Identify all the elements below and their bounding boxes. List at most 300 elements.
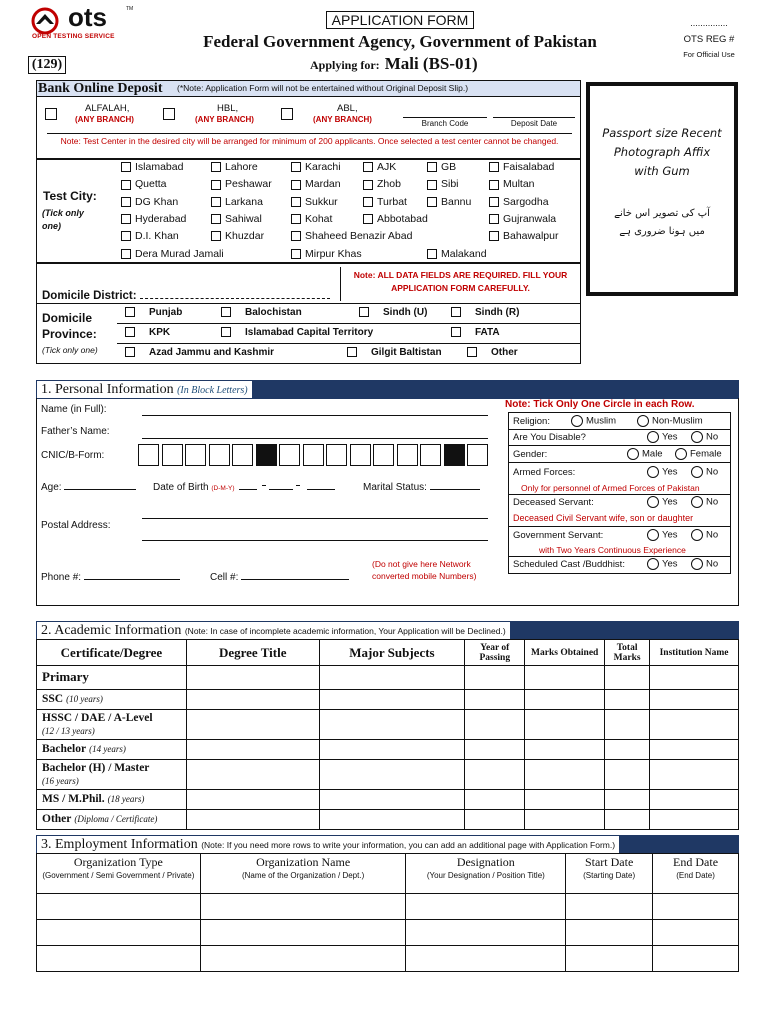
academic-input-cell[interactable] <box>319 790 465 810</box>
disable-no[interactable] <box>691 431 718 443</box>
employment-col-header <box>566 854 653 894</box>
personal-title <box>37 381 252 398</box>
academic-input-cell[interactable] <box>186 690 319 710</box>
cnic-digit-box[interactable] <box>467 444 488 466</box>
disable-yes[interactable] <box>647 431 678 443</box>
province-label: Gilgit Baltistan <box>371 347 442 358</box>
no-label: No <box>706 431 719 443</box>
deposit-note: (*Note: Application Form will not be entertained without Original Deposit Slip.) <box>177 83 469 93</box>
city-option-quetta[interactable] <box>121 178 167 190</box>
academic-header-row <box>37 640 739 666</box>
city-option-mirpur-khas[interactable] <box>291 248 362 260</box>
postal-field-2[interactable] <box>142 540 488 541</box>
checkbox[interactable] <box>291 197 301 207</box>
city-option-faisalabad[interactable] <box>489 161 554 173</box>
cnic-digit-box[interactable] <box>138 444 159 466</box>
city-label: DG Khan <box>135 195 179 208</box>
employment-title-text: 3. Employment Information <box>41 837 198 852</box>
network-note: (Do not give here Network converted mobile Numbers) <box>372 559 477 581</box>
employment-input-cell[interactable] <box>37 920 201 946</box>
age-field[interactable] <box>64 480 136 490</box>
academic-input-cell[interactable] <box>465 710 525 740</box>
employment-section-header <box>36 835 739 854</box>
disable-row <box>509 430 730 446</box>
age-label <box>41 480 136 493</box>
radio-icon[interactable] <box>675 448 687 460</box>
city-label: Hyderabad <box>135 212 187 225</box>
academic-input-cell[interactable] <box>319 666 465 690</box>
father-name-field[interactable] <box>142 438 488 439</box>
employment-input-cell[interactable] <box>653 894 739 920</box>
city-label: Lahore <box>225 161 258 173</box>
branch-code-field[interactable] <box>403 117 487 118</box>
academic-input-cell[interactable] <box>650 810 739 830</box>
employment-input-cell[interactable] <box>406 894 566 920</box>
employment-col-hint: (Your Designation / Position Title) <box>426 871 545 880</box>
test-city-box <box>36 158 581 264</box>
academic-input-cell[interactable] <box>650 690 739 710</box>
academic-input-cell[interactable] <box>525 760 605 790</box>
academic-input-cell[interactable] <box>319 810 465 830</box>
city-option-shaheed-benazir-abad[interactable] <box>291 230 412 242</box>
academic-input-cell[interactable] <box>525 690 605 710</box>
bank-checkbox[interactable] <box>163 108 175 120</box>
agency-name: Federal Government Agency, Government of Pakistan <box>203 32 597 51</box>
city-option-islamabad[interactable] <box>121 161 183 173</box>
checkbox[interactable] <box>221 307 231 317</box>
checkbox[interactable] <box>363 180 373 190</box>
checkbox[interactable] <box>451 327 461 337</box>
city-option-kohat[interactable] <box>291 213 332 225</box>
academic-input-cell[interactable] <box>319 740 465 760</box>
bank-name: ABL, <box>337 103 358 114</box>
city-option-multan[interactable] <box>489 178 535 190</box>
employment-input-cell[interactable] <box>566 920 653 946</box>
cnic-digit-box[interactable] <box>162 444 183 466</box>
academic-input-cell[interactable] <box>186 710 319 740</box>
academic-input-cell[interactable] <box>525 810 605 830</box>
checkbox[interactable] <box>489 162 499 172</box>
cnic-label: CNIC/B-Form: <box>41 450 105 461</box>
province-option-punjab[interactable] <box>125 307 182 318</box>
city-option-malakand[interactable] <box>427 248 487 260</box>
academic-input-cell[interactable] <box>605 790 650 810</box>
employment-input-cell[interactable] <box>653 920 739 946</box>
checkbox[interactable] <box>291 231 301 241</box>
certificate-cell <box>37 760 187 790</box>
applying-label: Applying for: <box>310 58 380 72</box>
radio-icon[interactable] <box>691 431 703 443</box>
cnic-digit-box[interactable] <box>232 444 253 466</box>
academic-input-cell[interactable] <box>605 760 650 790</box>
checkbox[interactable] <box>125 327 135 337</box>
city-grid <box>37 159 582 265</box>
tick-note: Note: Tick Only One Circle in each Row. <box>505 399 695 410</box>
academic-input-cell[interactable] <box>650 790 739 810</box>
cnic-digit-box[interactable] <box>209 444 230 466</box>
city-option-gb[interactable] <box>427 161 456 173</box>
bank-branch: (ANY BRANCH) <box>313 115 372 124</box>
city-option-zhob[interactable] <box>363 178 401 190</box>
employment-title <box>37 836 619 853</box>
academic-row <box>37 810 739 830</box>
academic-input-cell[interactable] <box>525 710 605 740</box>
employment-col-title: Organization Type <box>73 855 163 869</box>
city-option-bannu[interactable] <box>427 196 471 208</box>
academic-row <box>37 690 739 710</box>
personal-subtitle: (In Block Letters) <box>177 385 248 396</box>
cnic-digit-box[interactable] <box>373 444 394 466</box>
academic-note: (Note: In case of incomplete academic information, Your Application will be Declined.) <box>184 626 506 636</box>
employment-row <box>37 894 739 920</box>
academic-input-cell[interactable] <box>465 690 525 710</box>
checkbox[interactable] <box>451 307 461 317</box>
city-label: Islamabad <box>135 161 184 173</box>
employment-input-cell[interactable] <box>566 894 653 920</box>
postal-field-1[interactable] <box>142 518 488 519</box>
certificate-duration: (10 years) <box>66 694 103 704</box>
academic-input-cell[interactable] <box>650 666 739 690</box>
no-label: No <box>706 466 719 478</box>
city-option-sargodha[interactable] <box>489 196 549 208</box>
city-option-gujranwala[interactable] <box>489 213 556 225</box>
province-option-gilgit-baltistan[interactable] <box>347 347 442 358</box>
academic-input-cell[interactable] <box>650 760 739 790</box>
yes-label: Yes <box>662 496 678 508</box>
city-option-sibi[interactable] <box>427 178 459 190</box>
phone-label: Phone #: <box>41 572 82 583</box>
marital-field[interactable] <box>430 480 480 490</box>
academic-input-cell[interactable] <box>186 740 319 760</box>
radio-icon[interactable] <box>647 466 659 478</box>
employment-input-cell[interactable] <box>200 946 406 972</box>
radio-icon[interactable] <box>691 466 703 478</box>
checkbox[interactable] <box>211 197 221 207</box>
checkbox[interactable] <box>291 180 301 190</box>
city-option-khuzdar[interactable] <box>211 230 264 242</box>
city-option-mardan[interactable] <box>291 178 341 190</box>
test-center-note: Note: Test Center in the desired city will be arranged for minimum of 200 applicants. Once selected a test center cannot be changed. <box>47 133 572 147</box>
govt-yes[interactable] <box>647 529 678 541</box>
no-label: No <box>706 496 719 508</box>
employment-col-header <box>406 854 566 894</box>
armed-label: Armed Forces: <box>513 467 576 478</box>
bank-name: ALFALAH, <box>85 103 130 114</box>
checkbox[interactable] <box>121 214 131 224</box>
academic-row <box>37 740 739 760</box>
certificate-name: MS / M.Phil. <box>42 793 105 805</box>
cnic-digit-box[interactable] <box>326 444 347 466</box>
checkbox[interactable] <box>427 180 437 190</box>
province-label: KPK <box>149 327 171 338</box>
personal-section-header <box>36 380 739 399</box>
bank-branch: (ANY BRANCH) <box>75 115 134 124</box>
age-label-text: Age: <box>41 482 62 493</box>
employment-input-cell[interactable] <box>406 920 566 946</box>
city-label: Zhob <box>377 178 401 191</box>
postal-label: Postal Address: <box>41 520 111 531</box>
province-option-balochistan[interactable] <box>221 307 302 318</box>
checkbox[interactable] <box>211 231 221 241</box>
domicile-district-field[interactable] <box>140 289 330 299</box>
academic-input-cell[interactable] <box>525 666 605 690</box>
armed-yes[interactable] <box>647 466 678 478</box>
cnic-digit-box[interactable] <box>350 444 371 466</box>
city-option-lahore[interactable] <box>211 161 258 173</box>
employment-col-hint: (Name of the Organization / Dept.) <box>241 871 365 880</box>
checkbox[interactable] <box>121 162 131 172</box>
bank-checkbox[interactable] <box>281 108 293 120</box>
province-option-kpk[interactable] <box>125 327 170 338</box>
govt-row <box>509 527 730 557</box>
certificate-duration: (Diploma / Certificate) <box>74 814 158 824</box>
checkbox[interactable] <box>121 197 131 207</box>
certificate-name: Other <box>42 813 72 825</box>
academic-input-cell[interactable] <box>605 666 650 690</box>
city-option-ajk[interactable] <box>363 161 396 173</box>
checkbox[interactable] <box>489 180 499 190</box>
city-option-abbotabad[interactable] <box>363 213 428 225</box>
checkbox[interactable] <box>347 347 357 357</box>
gender-male[interactable] <box>627 448 663 460</box>
employment-col-title: End Date <box>673 855 719 869</box>
province-label: Islamabad Capital Territory <box>245 327 374 338</box>
employment-input-cell[interactable] <box>566 946 653 972</box>
academic-input-cell[interactable] <box>525 740 605 760</box>
name-field[interactable] <box>142 415 488 416</box>
academic-input-cell[interactable] <box>465 666 525 690</box>
govt-no[interactable] <box>691 529 718 541</box>
city-label: Sahiwal <box>225 212 262 225</box>
city-option-larkana[interactable] <box>211 196 263 208</box>
certificate-name: Bachelor (H) / Master <box>42 762 150 774</box>
religion-non-muslim[interactable] <box>637 415 703 427</box>
province-grid <box>117 303 580 363</box>
academic-input-cell[interactable] <box>650 740 739 760</box>
city-option-peshawar[interactable] <box>211 178 272 190</box>
employment-input-cell[interactable] <box>37 946 201 972</box>
gender-female[interactable] <box>675 448 722 460</box>
radio-icon[interactable] <box>691 529 703 541</box>
govt-label: Government Servant: <box>513 530 604 541</box>
cnic-digit-box[interactable] <box>256 444 277 466</box>
checkbox[interactable] <box>211 180 221 190</box>
academic-input-cell[interactable] <box>465 740 525 760</box>
academic-section-header <box>36 621 739 640</box>
cnic-digit-box[interactable] <box>279 444 300 466</box>
checkbox[interactable] <box>489 231 499 241</box>
cnic-digit-box[interactable] <box>444 444 465 466</box>
certificate-cell <box>37 810 187 830</box>
cnic-field[interactable] <box>138 444 494 468</box>
city-option-bahawalpur[interactable] <box>489 230 558 242</box>
radio-icon[interactable] <box>647 496 659 508</box>
city-label: Sargodha <box>503 195 549 208</box>
dob-field[interactable] <box>237 480 337 490</box>
father-label: Father’s Name: <box>41 426 110 437</box>
academic-input-cell[interactable] <box>650 710 739 740</box>
employment-col-hint: (Starting Date) <box>583 871 636 880</box>
city-label: Larkana <box>225 195 263 208</box>
cnic-digit-box[interactable] <box>397 444 418 466</box>
city-label: Faisalabad <box>503 161 555 173</box>
province-option-fata[interactable] <box>451 327 500 338</box>
checkbox[interactable] <box>363 197 373 207</box>
deposit-title: Bank Online Deposit <box>38 81 163 96</box>
academic-input-cell[interactable] <box>605 710 650 740</box>
checkbox[interactable] <box>121 180 131 190</box>
govt-note: with Two Years Continuous Experience <box>539 545 686 555</box>
cnic-digit-box[interactable] <box>303 444 324 466</box>
checkbox[interactable] <box>359 307 369 317</box>
checkbox[interactable] <box>427 197 437 207</box>
logo-text: ots <box>68 2 107 32</box>
radio-icon[interactable] <box>637 415 649 427</box>
no-label: No <box>706 558 719 570</box>
radio-icon[interactable] <box>691 558 703 570</box>
deceased-no[interactable] <box>691 496 718 508</box>
dob-hint: (D-M-Y) <box>211 485 235 492</box>
city-label: Kohat <box>305 212 333 225</box>
caste-no[interactable] <box>691 558 718 570</box>
radio-icon[interactable] <box>627 448 639 460</box>
armed-no[interactable] <box>691 466 718 478</box>
phone-field[interactable] <box>84 570 180 580</box>
checkbox[interactable] <box>427 249 437 259</box>
city-label: Khuzdar <box>225 230 265 243</box>
domicile-district <box>42 289 330 302</box>
checkbox[interactable] <box>211 162 221 172</box>
city-label: Turbat <box>377 195 407 208</box>
city-option-turbat[interactable] <box>363 196 407 208</box>
city-option-dera-murad-jamali[interactable] <box>121 248 224 260</box>
reg-box <box>678 18 740 59</box>
deceased-row <box>509 495 730 527</box>
col-major-subjects: Major Subjects <box>319 640 465 666</box>
col-year-passing: Year of Passing <box>465 640 525 666</box>
checkbox[interactable] <box>363 162 373 172</box>
province-option-sindh-u[interactable] <box>359 307 427 318</box>
deceased-note: Deceased Civil Servant wife, son or daughter <box>513 513 694 523</box>
radio-icon[interactable] <box>647 529 659 541</box>
checkbox[interactable] <box>489 197 499 207</box>
employment-input-cell[interactable] <box>200 894 406 920</box>
city-label: Shaheed Benazir Abad <box>305 230 413 243</box>
checkbox[interactable] <box>125 307 135 317</box>
academic-input-cell[interactable] <box>186 810 319 830</box>
province-option-other[interactable] <box>467 347 518 358</box>
religion-row <box>509 413 730 430</box>
deposit-date-label: Deposit Date <box>510 119 558 128</box>
city-option-hyderabad[interactable] <box>121 213 186 225</box>
academic-input-cell[interactable] <box>525 790 605 810</box>
city-label: Peshawar <box>225 178 272 191</box>
ots-logo <box>30 4 140 42</box>
branch-code-label: Branch Code <box>421 119 469 128</box>
checkbox[interactable] <box>125 347 135 357</box>
academic-input-cell[interactable] <box>465 810 525 830</box>
employment-input-cell[interactable] <box>653 946 739 972</box>
radio-icon[interactable] <box>647 558 659 570</box>
city-label: AJK <box>377 161 397 173</box>
checkbox[interactable] <box>427 162 437 172</box>
employment-input-cell[interactable] <box>406 946 566 972</box>
checkbox[interactable] <box>467 347 477 357</box>
religion-muslim[interactable] <box>571 415 616 427</box>
province-option-islamabad-capital-territory[interactable] <box>221 327 373 338</box>
checkbox[interactable] <box>221 327 231 337</box>
radio-icon[interactable] <box>571 415 583 427</box>
city-label: GB <box>441 161 457 173</box>
applying-value: Mali (BS-01) <box>384 54 478 73</box>
certificate-cell <box>37 666 187 690</box>
photo-box[interactable] <box>586 82 738 296</box>
academic-input-cell[interactable] <box>186 760 319 790</box>
checkbox[interactable] <box>363 214 373 224</box>
city-option-sahiwal[interactable] <box>211 213 262 225</box>
deceased-yes[interactable] <box>647 496 678 508</box>
academic-input-cell[interactable] <box>465 790 525 810</box>
province-option-azad-jammu-and-kashmir[interactable] <box>125 347 274 358</box>
radio-icon[interactable] <box>647 431 659 443</box>
cnic-digit-box[interactable] <box>185 444 206 466</box>
academic-input-cell[interactable] <box>319 690 465 710</box>
city-option-dg-khan[interactable] <box>121 196 178 208</box>
academic-row <box>37 710 739 740</box>
radio-icon[interactable] <box>691 496 703 508</box>
province-option-sindh-r[interactable] <box>451 307 519 318</box>
employment-input-cell[interactable] <box>37 894 201 920</box>
cell-field[interactable] <box>241 570 349 580</box>
academic-input-cell[interactable] <box>605 810 650 830</box>
checkbox[interactable] <box>121 231 131 241</box>
province-label: Domicile Province: <box>42 311 97 341</box>
cnic-digit-box[interactable] <box>420 444 441 466</box>
caste-yes[interactable] <box>647 558 678 570</box>
checkbox[interactable] <box>291 249 301 259</box>
checkbox[interactable] <box>489 214 499 224</box>
academic-input-cell[interactable] <box>605 690 650 710</box>
city-option-d-i-khan[interactable] <box>121 230 179 242</box>
checkbox[interactable] <box>211 214 221 224</box>
academic-input-cell[interactable] <box>605 740 650 760</box>
employment-col-hint: (End Date) <box>676 871 715 880</box>
gender-row <box>509 446 730 463</box>
city-label: Mardan <box>305 178 341 191</box>
photo-instruction-urdu: آپ کی تصویر اس خانے میں ہونا ضروری ہے <box>614 208 710 237</box>
dob-group <box>153 480 337 493</box>
academic-input-cell[interactable] <box>319 760 465 790</box>
employment-input-cell[interactable] <box>200 920 406 946</box>
city-label: Quetta <box>135 178 167 191</box>
dob-label: Date of Birth <box>153 482 209 493</box>
options-box <box>508 412 731 574</box>
city-label: Bahawalpur <box>503 230 559 243</box>
province-label: Other <box>491 347 518 358</box>
bank-checkbox[interactable] <box>45 108 57 120</box>
checkbox[interactable] <box>291 214 301 224</box>
academic-input-cell[interactable] <box>186 666 319 690</box>
city-option-sukkur[interactable] <box>291 196 338 208</box>
academic-input-cell[interactable] <box>319 710 465 740</box>
academic-input-cell[interactable] <box>465 760 525 790</box>
checkbox[interactable] <box>121 249 131 259</box>
cell-label: Cell #: <box>210 572 239 583</box>
academic-input-cell[interactable] <box>186 790 319 810</box>
city-option-karachi[interactable] <box>291 161 341 173</box>
deposit-date-field[interactable] <box>493 117 575 118</box>
checkbox[interactable] <box>291 162 301 172</box>
